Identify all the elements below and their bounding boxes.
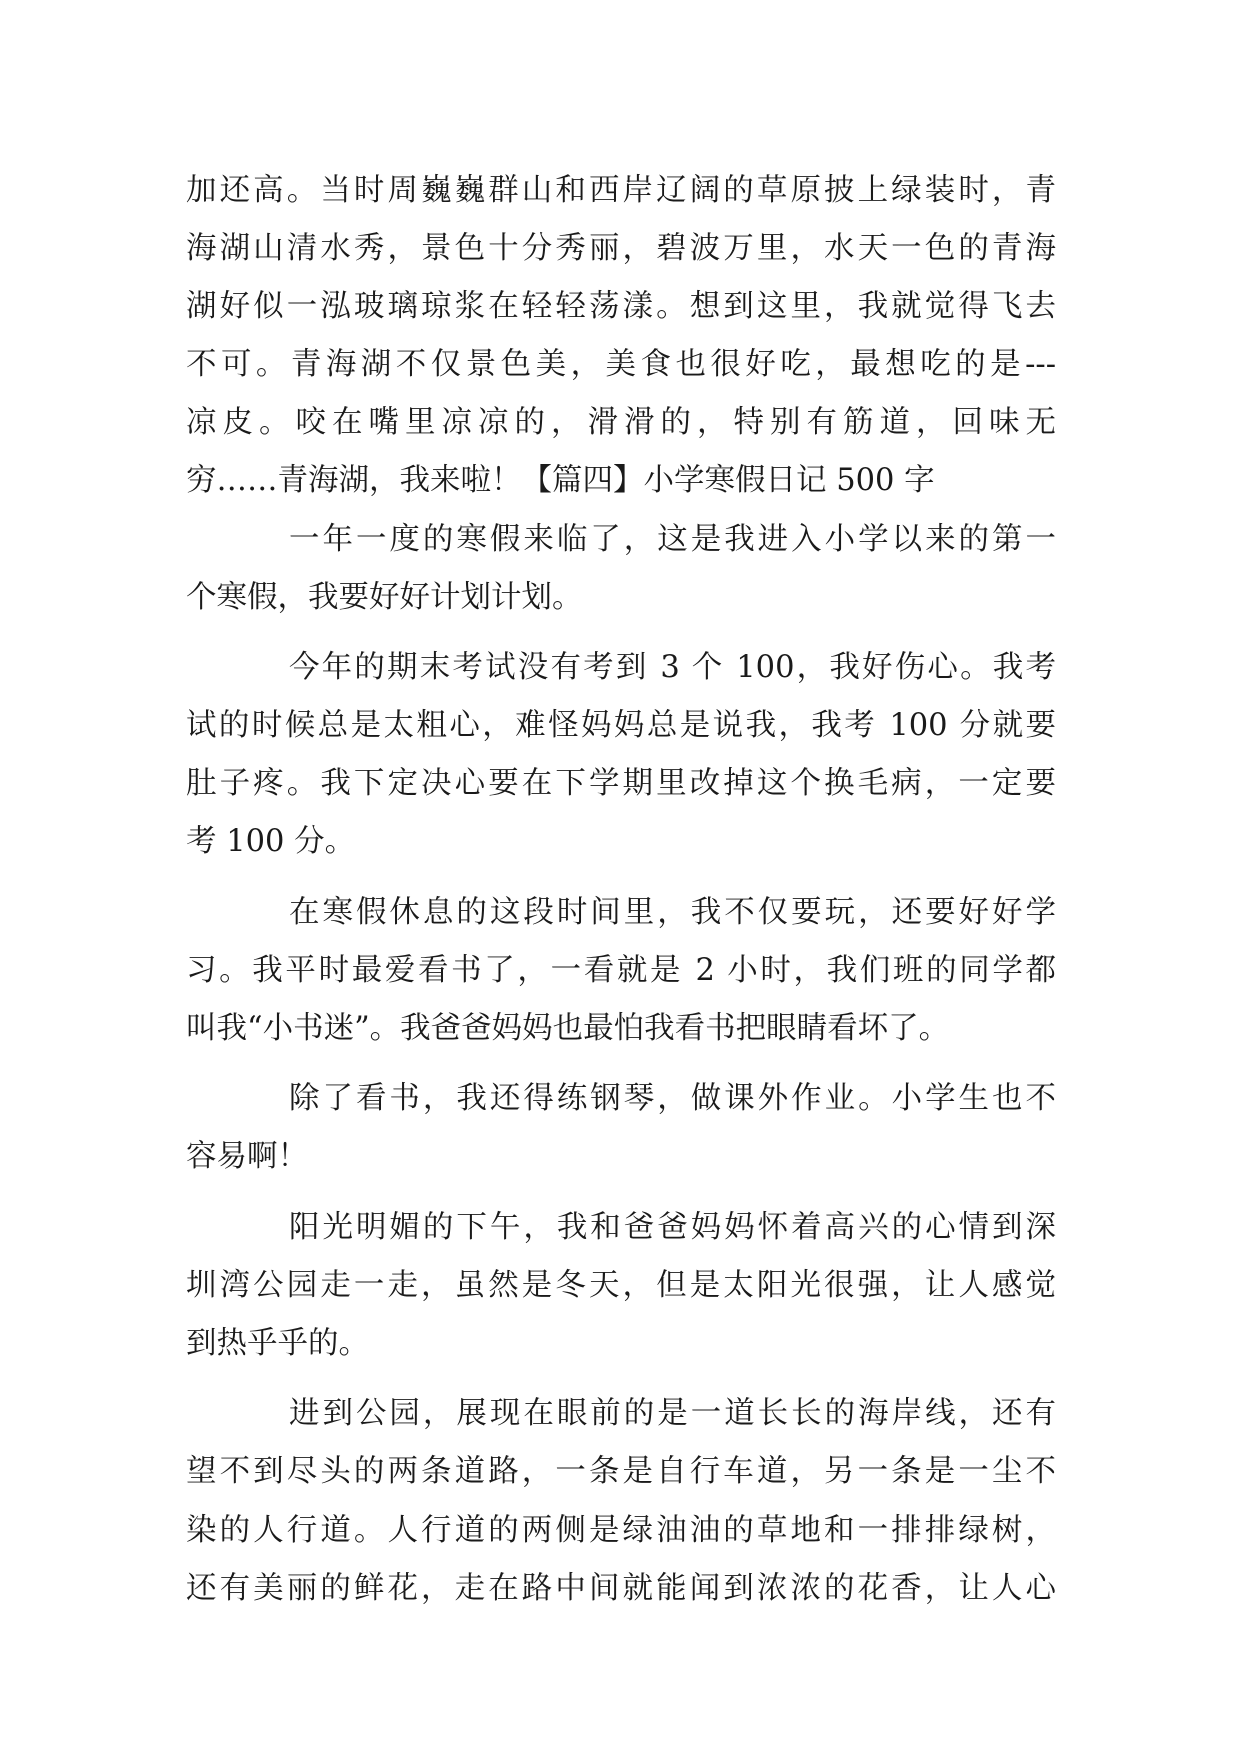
- paragraph-first-line: 在寒假休息的这段时间里，我不仅要玩，还要好好学: [289, 894, 1056, 930]
- text-line: 还有美丽的鲜花，走在路中间就能闻到浓浓的花香，让人心: [186, 1570, 1056, 1606]
- text-line: 湖好似一泓玻璃琼浆在轻轻荡漾。想到这里，我就觉得飞去: [186, 289, 1056, 325]
- text-line: 到热乎乎的。: [186, 1325, 369, 1361]
- document-body: [186, 162, 1056, 1618]
- text-line: 叫我“小书迷”。我爸爸妈妈也最怕我看书把眼睛看坏了。: [186, 1010, 950, 1046]
- text-line: 染的人行道。人行道的两侧是绿油油的草地和一排排绿树，: [186, 1512, 1056, 1548]
- text-line: 不可。青海湖不仅景色美，美食也很好吃，最想吃的是---: [186, 347, 1056, 383]
- text-line: 肚子疼。我下定决心要在下学期里改掉这个换毛病，一定要: [186, 766, 1056, 802]
- text-line: 个寒假，我要好好计划计划。: [186, 579, 583, 615]
- paragraph-first-line: 今年的期末考试没有考到 3 个 100，我好伤心。我考: [289, 650, 1056, 686]
- text-line: 习。我平时最爱看书了，一看就是 2 小时，我们班的同学都: [186, 952, 1056, 988]
- text-line: 凉皮。咬在嘴里凉凉的，滑滑的，特别有筋道，回味无: [186, 405, 1056, 441]
- paragraph-first-line: 一年一度的寒假来临了，这是我进入小学以来的第一: [289, 521, 1056, 557]
- text-line: 加还高。当时周巍巍群山和西岸辽阔的草原披上绿装时，青: [186, 173, 1056, 208]
- text-line: 容易啊！: [186, 1139, 308, 1175]
- text-line: 海湖山清水秀，景色十分秀丽，碧波万里，水天一色的青海: [186, 231, 1056, 267]
- text-line: 试的时候总是太粗心，难怪妈妈总是说我，我考 100 分就要: [186, 708, 1056, 744]
- text-line: 圳湾公园走一走，虽然是冬天，但是太阳光很强，让人感觉: [186, 1267, 1056, 1303]
- paragraph-first-line: 除了看书，我还得练钢琴，做课外作业。小学生也不: [289, 1081, 1056, 1117]
- text-line: 穷……青海湖，我来啦！【篇四】小学寒假日记 500 字: [186, 463, 935, 499]
- paragraph-first-line: 阳光明媚的下午，我和爸爸妈妈怀着高兴的心情到深: [289, 1209, 1056, 1245]
- text-line: 望不到尽头的两条道路，一条是自行车道，另一条是一尘不: [186, 1454, 1056, 1490]
- paragraph-first-line: 进到公园，展现在眼前的是一道长长的海岸线，还有: [289, 1396, 1056, 1432]
- text-line: 考 100 分。: [186, 824, 356, 860]
